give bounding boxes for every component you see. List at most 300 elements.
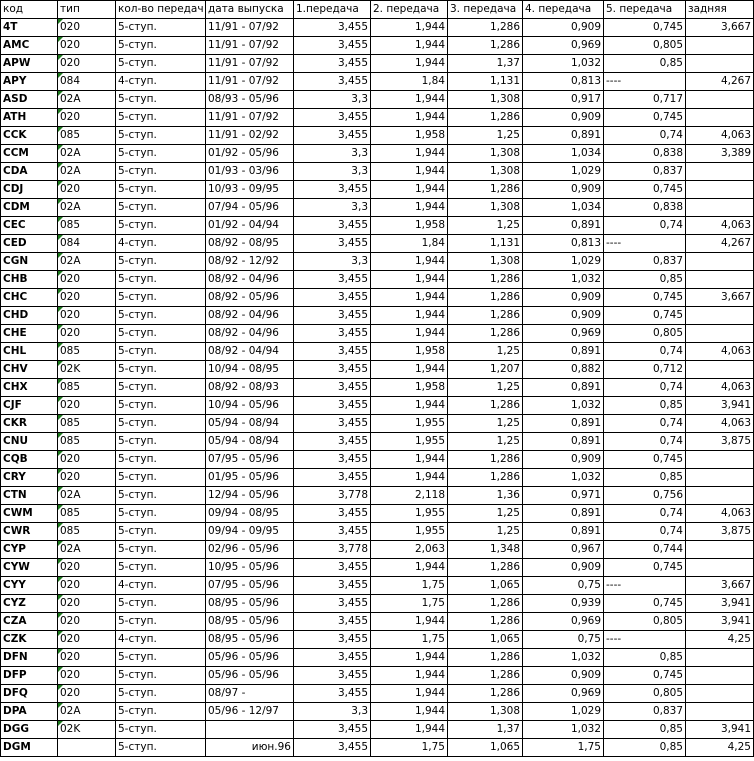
gear-2-cell[interactable]: 1,75 [371, 595, 448, 613]
release-date-cell[interactable]: 11/91 - 07/92 [206, 109, 294, 127]
reverse-cell[interactable]: 3,389 [686, 145, 754, 163]
code-cell[interactable]: CWM [1, 505, 58, 523]
type-cell[interactable]: 020 [58, 613, 116, 631]
gear-2-cell[interactable]: 1,944 [371, 145, 448, 163]
reverse-cell[interactable] [686, 55, 754, 73]
gear-1-cell[interactable]: 3,455 [294, 271, 371, 289]
reverse-cell[interactable] [686, 451, 754, 469]
gear-3-cell[interactable]: 1,065 [448, 631, 523, 649]
header-reverse[interactable]: задняя [686, 1, 754, 19]
reverse-cell[interactable]: 4,063 [686, 217, 754, 235]
gear-4-cell[interactable]: 0,909 [523, 289, 604, 307]
gear-count-cell[interactable]: 5-ступ. [116, 595, 206, 613]
code-cell[interactable]: ATH [1, 109, 58, 127]
gear-2-cell[interactable]: 1,955 [371, 505, 448, 523]
code-cell[interactable]: CYZ [1, 595, 58, 613]
reverse-cell[interactable]: 3,875 [686, 523, 754, 541]
reverse-cell[interactable] [686, 163, 754, 181]
gear-3-cell[interactable]: 1,286 [448, 37, 523, 55]
gear-4-cell[interactable]: 1,032 [523, 649, 604, 667]
gear-2-cell[interactable]: 1,944 [371, 271, 448, 289]
release-date-cell[interactable]: 08/95 - 05/96 [206, 613, 294, 631]
code-cell[interactable]: DPA [1, 703, 58, 721]
gear-count-cell[interactable]: 5-ступ. [116, 649, 206, 667]
gear-2-cell[interactable]: 1,75 [371, 577, 448, 595]
release-date-cell[interactable]: июн.96 [206, 739, 294, 757]
gear-5-cell[interactable]: 0,85 [604, 55, 686, 73]
code-cell[interactable]: CJF [1, 397, 58, 415]
reverse-cell[interactable]: 3,875 [686, 433, 754, 451]
gear-3-cell[interactable]: 1,286 [448, 559, 523, 577]
gear-4-cell[interactable]: 0,891 [523, 523, 604, 541]
reverse-cell[interactable]: 4,063 [686, 379, 754, 397]
gear-count-cell[interactable]: 5-ступ. [116, 307, 206, 325]
code-cell[interactable]: CCM [1, 145, 58, 163]
gear-3-cell[interactable]: 1,286 [448, 271, 523, 289]
gear-2-cell[interactable]: 1,944 [371, 703, 448, 721]
type-cell[interactable]: 02A [58, 541, 116, 559]
gear-5-cell[interactable]: 0,85 [604, 397, 686, 415]
gear-count-cell[interactable]: 5-ступ. [116, 415, 206, 433]
header-type[interactable]: тип [58, 1, 116, 19]
gear-2-cell[interactable]: 1,944 [371, 253, 448, 271]
release-date-cell[interactable]: 08/92 - 04/96 [206, 307, 294, 325]
code-cell[interactable]: CEC [1, 217, 58, 235]
gear-3-cell[interactable]: 1,36 [448, 487, 523, 505]
gear-count-cell[interactable]: 4-ступ. [116, 577, 206, 595]
gear-count-cell[interactable]: 5-ступ. [116, 685, 206, 703]
gear-3-cell[interactable]: 1,207 [448, 361, 523, 379]
gear-2-cell[interactable]: 1,944 [371, 181, 448, 199]
code-cell[interactable]: CTN [1, 487, 58, 505]
gear-1-cell[interactable]: 3,455 [294, 343, 371, 361]
gear-count-cell[interactable]: 5-ступ. [116, 505, 206, 523]
header-release-date[interactable]: дата выпуска [206, 1, 294, 19]
gear-3-cell[interactable]: 1,308 [448, 199, 523, 217]
reverse-cell[interactable]: 4,25 [686, 631, 754, 649]
gear-1-cell[interactable]: 3,3 [294, 253, 371, 271]
gear-5-cell[interactable]: 0,74 [604, 505, 686, 523]
release-date-cell[interactable]: 11/91 - 07/92 [206, 55, 294, 73]
gear-5-cell[interactable]: 0,805 [604, 37, 686, 55]
gear-count-cell[interactable]: 5-ступ. [116, 163, 206, 181]
type-cell[interactable]: 02A [58, 487, 116, 505]
gear-1-cell[interactable]: 3,455 [294, 361, 371, 379]
gear-5-cell[interactable]: 0,745 [604, 595, 686, 613]
gear-count-cell[interactable]: 5-ступ. [116, 433, 206, 451]
release-date-cell[interactable]: 11/91 - 02/92 [206, 127, 294, 145]
gear-count-cell[interactable]: 5-ступ. [116, 289, 206, 307]
gear-5-cell[interactable]: 0,74 [604, 415, 686, 433]
gear-4-cell[interactable]: 0,891 [523, 505, 604, 523]
gear-5-cell[interactable]: 0,838 [604, 145, 686, 163]
gear-count-cell[interactable]: 5-ступ. [116, 325, 206, 343]
gear-3-cell[interactable]: 1,131 [448, 73, 523, 91]
gear-count-cell[interactable]: 5-ступ. [116, 91, 206, 109]
type-cell[interactable]: 02A [58, 253, 116, 271]
type-cell[interactable]: 02K [58, 361, 116, 379]
gear-3-cell[interactable]: 1,286 [448, 109, 523, 127]
reverse-cell[interactable] [686, 307, 754, 325]
type-cell[interactable]: 020 [58, 649, 116, 667]
gear-2-cell[interactable]: 1,944 [371, 19, 448, 37]
gear-5-cell[interactable]: 0,756 [604, 487, 686, 505]
gear-1-cell[interactable]: 3,3 [294, 199, 371, 217]
gear-count-cell[interactable]: 5-ступ. [116, 361, 206, 379]
reverse-cell[interactable] [686, 37, 754, 55]
gear-2-cell[interactable]: 1,944 [371, 613, 448, 631]
type-cell[interactable]: 020 [58, 19, 116, 37]
gear-1-cell[interactable]: 3,455 [294, 415, 371, 433]
release-date-cell[interactable]: 02/96 - 05/96 [206, 541, 294, 559]
gear-2-cell[interactable]: 2,118 [371, 487, 448, 505]
gear-3-cell[interactable]: 1,25 [448, 505, 523, 523]
release-date-cell[interactable]: 10/93 - 09/95 [206, 181, 294, 199]
type-cell[interactable]: 085 [58, 217, 116, 235]
gear-4-cell[interactable]: 0,813 [523, 235, 604, 253]
gear-3-cell[interactable]: 1,308 [448, 91, 523, 109]
release-date-cell[interactable]: 10/94 - 08/95 [206, 361, 294, 379]
gear-2-cell[interactable]: 1,944 [371, 559, 448, 577]
gear-5-cell[interactable]: 0,74 [604, 433, 686, 451]
gear-count-cell[interactable]: 5-ступ. [116, 253, 206, 271]
gear-3-cell[interactable]: 1,286 [448, 469, 523, 487]
gear-count-cell[interactable]: 5-ступ. [116, 19, 206, 37]
gear-5-cell[interactable]: 0,838 [604, 199, 686, 217]
gear-5-cell[interactable]: 0,74 [604, 217, 686, 235]
gear-4-cell[interactable]: 0,969 [523, 325, 604, 343]
gear-4-cell[interactable]: 0,909 [523, 109, 604, 127]
gear-2-cell[interactable]: 1,944 [371, 55, 448, 73]
gear-4-cell[interactable]: 1,034 [523, 199, 604, 217]
type-cell[interactable]: 020 [58, 325, 116, 343]
type-cell[interactable]: 020 [58, 685, 116, 703]
type-cell[interactable]: 02A [58, 199, 116, 217]
gear-4-cell[interactable]: 0,891 [523, 127, 604, 145]
gear-4-cell[interactable]: 0,969 [523, 37, 604, 55]
gear-5-cell[interactable]: 0,837 [604, 163, 686, 181]
gear-1-cell[interactable]: 3,455 [294, 577, 371, 595]
gear-2-cell[interactable]: 1,944 [371, 289, 448, 307]
gear-3-cell[interactable]: 1,25 [448, 415, 523, 433]
release-date-cell[interactable]: 08/92 - 04/96 [206, 325, 294, 343]
code-cell[interactable]: CDM [1, 199, 58, 217]
release-date-cell[interactable]: 05/94 - 08/94 [206, 433, 294, 451]
gear-1-cell[interactable]: 3,455 [294, 55, 371, 73]
gear-4-cell[interactable]: 0,891 [523, 379, 604, 397]
gear-4-cell[interactable]: 1,029 [523, 703, 604, 721]
reverse-cell[interactable] [686, 325, 754, 343]
gear-3-cell[interactable]: 1,308 [448, 703, 523, 721]
gear-5-cell[interactable]: 0,85 [604, 739, 686, 757]
gear-5-cell[interactable]: 0,744 [604, 541, 686, 559]
gear-3-cell[interactable]: 1,37 [448, 721, 523, 739]
release-date-cell[interactable]: 01/93 - 03/96 [206, 163, 294, 181]
gear-5-cell[interactable]: ---- [604, 631, 686, 649]
code-cell[interactable]: CZA [1, 613, 58, 631]
gear-2-cell[interactable]: 2,063 [371, 541, 448, 559]
code-cell[interactable]: DFQ [1, 685, 58, 703]
gear-5-cell[interactable]: 0,85 [604, 721, 686, 739]
gear-4-cell[interactable]: 0,891 [523, 433, 604, 451]
gear-4-cell[interactable]: 1,032 [523, 397, 604, 415]
release-date-cell[interactable]: 01/92 - 04/94 [206, 217, 294, 235]
code-cell[interactable]: APW [1, 55, 58, 73]
code-cell[interactable]: DGM [1, 739, 58, 757]
gear-1-cell[interactable]: 3,455 [294, 559, 371, 577]
gear-4-cell[interactable]: 0,891 [523, 217, 604, 235]
gear-1-cell[interactable]: 3,455 [294, 613, 371, 631]
type-cell[interactable]: 085 [58, 343, 116, 361]
gear-5-cell[interactable]: ---- [604, 73, 686, 91]
gear-2-cell[interactable]: 1,944 [371, 109, 448, 127]
header-gear-4[interactable]: 4. передача [523, 1, 604, 19]
gear-2-cell[interactable]: 1,944 [371, 451, 448, 469]
gear-2-cell[interactable]: 1,955 [371, 523, 448, 541]
type-cell[interactable]: 020 [58, 181, 116, 199]
code-cell[interactable]: CDJ [1, 181, 58, 199]
type-cell[interactable]: 085 [58, 379, 116, 397]
gear-3-cell[interactable]: 1,25 [448, 217, 523, 235]
code-cell[interactable]: CED [1, 235, 58, 253]
release-date-cell[interactable]: 05/96 - 05/96 [206, 667, 294, 685]
gear-3-cell[interactable]: 1,286 [448, 685, 523, 703]
gear-2-cell[interactable]: 1,944 [371, 91, 448, 109]
gear-1-cell[interactable]: 3,455 [294, 631, 371, 649]
type-cell[interactable]: 02A [58, 703, 116, 721]
release-date-cell[interactable]: 01/92 - 05/96 [206, 145, 294, 163]
gear-1-cell[interactable]: 3,455 [294, 595, 371, 613]
gear-4-cell[interactable]: 0,917 [523, 91, 604, 109]
type-cell[interactable]: 085 [58, 415, 116, 433]
gear-count-cell[interactable]: 5-ступ. [116, 181, 206, 199]
code-cell[interactable]: CHB [1, 271, 58, 289]
gear-count-cell[interactable]: 5-ступ. [116, 379, 206, 397]
code-cell[interactable]: CHL [1, 343, 58, 361]
gear-2-cell[interactable]: 1,958 [371, 217, 448, 235]
type-cell[interactable]: 020 [58, 271, 116, 289]
gear-3-cell[interactable]: 1,065 [448, 577, 523, 595]
reverse-cell[interactable]: 3,941 [686, 595, 754, 613]
gear-1-cell[interactable]: 3,3 [294, 163, 371, 181]
gear-4-cell[interactable]: 0,969 [523, 685, 604, 703]
type-cell[interactable]: 085 [58, 505, 116, 523]
reverse-cell[interactable]: 3,667 [686, 289, 754, 307]
type-cell[interactable]: 020 [58, 37, 116, 55]
header-code[interactable]: код [1, 1, 58, 19]
gear-3-cell[interactable]: 1,25 [448, 433, 523, 451]
header-gear-count[interactable]: кол-во передач [116, 1, 206, 19]
code-cell[interactable]: CQB [1, 451, 58, 469]
gear-4-cell[interactable]: 1,75 [523, 739, 604, 757]
release-date-cell[interactable]: 05/96 - 05/96 [206, 649, 294, 667]
reverse-cell[interactable] [686, 91, 754, 109]
header-gear-1[interactable]: 1.передача [294, 1, 371, 19]
gear-5-cell[interactable]: 0,805 [604, 325, 686, 343]
gear-count-cell[interactable]: 5-ступ. [116, 559, 206, 577]
gear-2-cell[interactable]: 1,958 [371, 343, 448, 361]
reverse-cell[interactable]: 4,063 [686, 343, 754, 361]
gear-5-cell[interactable]: ---- [604, 235, 686, 253]
gear-count-cell[interactable]: 5-ступ. [116, 487, 206, 505]
gear-count-cell[interactable]: 5-ступ. [116, 343, 206, 361]
gear-1-cell[interactable]: 3,455 [294, 667, 371, 685]
gear-3-cell[interactable]: 1,286 [448, 181, 523, 199]
gear-count-cell[interactable]: 5-ступ. [116, 271, 206, 289]
code-cell[interactable]: CKR [1, 415, 58, 433]
gear-2-cell[interactable]: 1,955 [371, 415, 448, 433]
reverse-cell[interactable]: 4,25 [686, 739, 754, 757]
code-cell[interactable]: CYW [1, 559, 58, 577]
release-date-cell[interactable]: 11/91 - 07/92 [206, 19, 294, 37]
code-cell[interactable]: CZK [1, 631, 58, 649]
gear-1-cell[interactable]: 3,455 [294, 19, 371, 37]
type-cell[interactable]: 084 [58, 73, 116, 91]
gear-5-cell[interactable]: 0,74 [604, 127, 686, 145]
gear-3-cell[interactable]: 1,348 [448, 541, 523, 559]
code-cell[interactable]: CHE [1, 325, 58, 343]
gear-2-cell[interactable]: 1,944 [371, 37, 448, 55]
gear-1-cell[interactable]: 3,455 [294, 109, 371, 127]
gear-count-cell[interactable]: 5-ступ. [116, 109, 206, 127]
type-cell[interactable]: 020 [58, 109, 116, 127]
gear-4-cell[interactable]: 0,971 [523, 487, 604, 505]
gear-2-cell[interactable]: 1,75 [371, 739, 448, 757]
gear-1-cell[interactable]: 3,3 [294, 703, 371, 721]
release-date-cell[interactable]: 08/92 - 08/95 [206, 235, 294, 253]
gear-5-cell[interactable]: 0,837 [604, 253, 686, 271]
gear-4-cell[interactable]: 0,909 [523, 559, 604, 577]
type-cell[interactable]: 02A [58, 163, 116, 181]
gear-2-cell[interactable]: 1,944 [371, 325, 448, 343]
code-cell[interactable]: CNU [1, 433, 58, 451]
gear-4-cell[interactable]: 0,969 [523, 613, 604, 631]
release-date-cell[interactable]: 11/91 - 07/92 [206, 37, 294, 55]
release-date-cell[interactable]: 01/95 - 05/96 [206, 469, 294, 487]
release-date-cell[interactable]: 05/94 - 08/94 [206, 415, 294, 433]
gear-4-cell[interactable]: 0,909 [523, 451, 604, 469]
gear-3-cell[interactable]: 1,25 [448, 523, 523, 541]
gear-3-cell[interactable]: 1,25 [448, 343, 523, 361]
code-cell[interactable]: CWR [1, 523, 58, 541]
gear-1-cell[interactable]: 3,455 [294, 739, 371, 757]
gear-5-cell[interactable]: 0,717 [604, 91, 686, 109]
gear-count-cell[interactable]: 5-ступ. [116, 541, 206, 559]
gear-5-cell[interactable]: 0,745 [604, 19, 686, 37]
gear-4-cell[interactable]: 1,032 [523, 721, 604, 739]
release-date-cell[interactable]: 08/92 - 04/96 [206, 271, 294, 289]
reverse-cell[interactable] [686, 109, 754, 127]
gear-count-cell[interactable]: 5-ступ. [116, 721, 206, 739]
release-date-cell[interactable]: 08/95 - 05/96 [206, 631, 294, 649]
gear-4-cell[interactable]: 1,032 [523, 55, 604, 73]
gear-2-cell[interactable]: 1,75 [371, 631, 448, 649]
code-cell[interactable]: CHD [1, 307, 58, 325]
gear-5-cell[interactable]: 0,805 [604, 613, 686, 631]
gear-3-cell[interactable]: 1,131 [448, 235, 523, 253]
gear-4-cell[interactable]: 0,75 [523, 577, 604, 595]
gear-2-cell[interactable]: 1,944 [371, 307, 448, 325]
type-cell[interactable]: 02A [58, 91, 116, 109]
release-date-cell[interactable]: 08/95 - 05/96 [206, 595, 294, 613]
gear-1-cell[interactable]: 3,455 [294, 181, 371, 199]
gear-5-cell[interactable]: 0,74 [604, 523, 686, 541]
gear-4-cell[interactable]: 1,029 [523, 163, 604, 181]
gear-1-cell[interactable]: 3,455 [294, 505, 371, 523]
gear-1-cell[interactable]: 3,778 [294, 487, 371, 505]
gear-4-cell[interactable]: 0,909 [523, 307, 604, 325]
gear-1-cell[interactable]: 3,455 [294, 325, 371, 343]
gear-2-cell[interactable]: 1,944 [371, 667, 448, 685]
gear-1-cell[interactable]: 3,455 [294, 289, 371, 307]
gear-3-cell[interactable]: 1,286 [448, 451, 523, 469]
type-cell[interactable]: 020 [58, 451, 116, 469]
gear-1-cell[interactable]: 3,455 [294, 217, 371, 235]
gear-3-cell[interactable]: 1,286 [448, 613, 523, 631]
reverse-cell[interactable]: 4,063 [686, 505, 754, 523]
code-cell[interactable]: DFN [1, 649, 58, 667]
type-cell[interactable]: 020 [58, 289, 116, 307]
code-cell[interactable]: APY [1, 73, 58, 91]
reverse-cell[interactable] [686, 199, 754, 217]
release-date-cell[interactable]: 10/95 - 05/96 [206, 559, 294, 577]
gear-1-cell[interactable]: 3,3 [294, 145, 371, 163]
gear-1-cell[interactable]: 3,455 [294, 307, 371, 325]
reverse-cell[interactable]: 4,063 [686, 415, 754, 433]
type-cell[interactable]: 020 [58, 55, 116, 73]
gear-count-cell[interactable]: 5-ступ. [116, 145, 206, 163]
release-date-cell[interactable]: 08/92 - 04/94 [206, 343, 294, 361]
gear-5-cell[interactable]: 0,745 [604, 559, 686, 577]
gear-2-cell[interactable]: 1,84 [371, 73, 448, 91]
release-date-cell[interactable]: 09/94 - 08/95 [206, 505, 294, 523]
reverse-cell[interactable] [686, 487, 754, 505]
reverse-cell[interactable] [686, 649, 754, 667]
release-date-cell[interactable]: 09/94 - 09/95 [206, 523, 294, 541]
gear-1-cell[interactable]: 3,778 [294, 541, 371, 559]
gear-4-cell[interactable]: 1,032 [523, 271, 604, 289]
gear-count-cell[interactable]: 4-ступ. [116, 235, 206, 253]
code-cell[interactable]: CYY [1, 577, 58, 595]
reverse-cell[interactable]: 3,941 [686, 397, 754, 415]
gear-5-cell[interactable]: 0,745 [604, 451, 686, 469]
gear-2-cell[interactable]: 1,955 [371, 433, 448, 451]
code-cell[interactable]: CDA [1, 163, 58, 181]
code-cell[interactable]: CCK [1, 127, 58, 145]
gear-5-cell[interactable]: ---- [604, 577, 686, 595]
gear-2-cell[interactable]: 1,944 [371, 163, 448, 181]
header-gear-3[interactable]: 3. передача [448, 1, 523, 19]
type-cell[interactable]: 020 [58, 469, 116, 487]
code-cell[interactable]: CRY [1, 469, 58, 487]
release-date-cell[interactable]: 05/96 - 12/97 [206, 703, 294, 721]
gear-1-cell[interactable]: 3,455 [294, 523, 371, 541]
code-cell[interactable]: DGG [1, 721, 58, 739]
gear-count-cell[interactable]: 4-ступ. [116, 631, 206, 649]
release-date-cell[interactable]: 07/94 - 05/96 [206, 199, 294, 217]
reverse-cell[interactable] [686, 253, 754, 271]
gear-count-cell[interactable]: 5-ступ. [116, 451, 206, 469]
code-cell[interactable]: CYP [1, 541, 58, 559]
reverse-cell[interactable]: 3,941 [686, 721, 754, 739]
gear-3-cell[interactable]: 1,308 [448, 163, 523, 181]
reverse-cell[interactable] [686, 181, 754, 199]
reverse-cell[interactable] [686, 271, 754, 289]
gear-1-cell[interactable]: 3,455 [294, 397, 371, 415]
gear-1-cell[interactable]: 3,455 [294, 469, 371, 487]
gear-1-cell[interactable]: 3,455 [294, 127, 371, 145]
release-date-cell[interactable] [206, 721, 294, 739]
